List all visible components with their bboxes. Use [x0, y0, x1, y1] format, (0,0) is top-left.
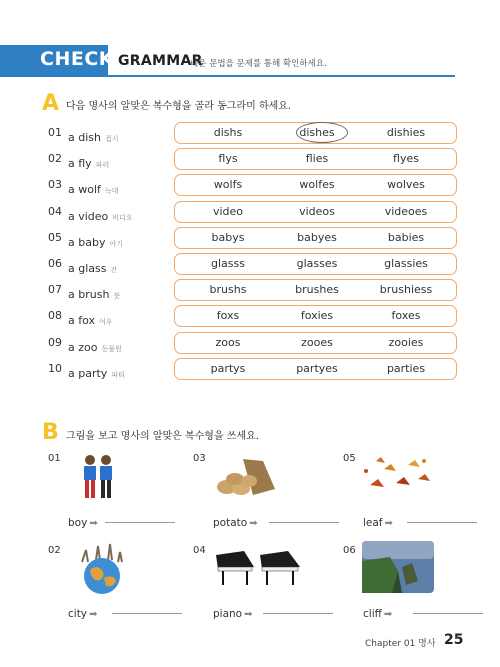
item-korean-gloss: 늑대 — [104, 187, 119, 195]
answer-blank[interactable] — [413, 613, 483, 614]
item-prompt — [68, 126, 119, 145]
section-a-instruction: 다음 명사의 알맞은 복수형을 골라 동그라미 하세요. — [66, 101, 292, 112]
choice-box — [174, 279, 457, 301]
answer-circle — [296, 122, 348, 143]
arrow-icon: ➡ — [244, 609, 253, 620]
item-word: a fly — [68, 157, 92, 170]
choice-box — [174, 253, 457, 275]
choice-option[interactable]: foxes — [391, 309, 421, 322]
globe-landmarks-picture — [72, 540, 132, 596]
choice-option[interactable]: wolves — [387, 178, 425, 191]
picture-item-number: 05 — [343, 453, 356, 464]
choice-option[interactable]: wolfs — [213, 178, 243, 191]
section-subtitle: 배운 문법을 문제를 통해 확인하세요. — [190, 59, 327, 69]
picture-item-word: leaf — [363, 517, 383, 529]
item-prompt — [68, 362, 125, 381]
choice-option[interactable]: foxies — [300, 309, 334, 322]
choice-option[interactable]: partyes — [296, 362, 338, 375]
section-a-letter: A — [42, 91, 60, 116]
arrow-icon: ➡ — [89, 609, 98, 620]
item-word: a brush — [68, 288, 110, 301]
item-number: 05 — [48, 231, 62, 244]
choice-box — [174, 148, 457, 170]
item-word: a party — [68, 367, 108, 380]
arrow-icon: ➡ — [383, 609, 393, 620]
autumn-leaves-picture — [362, 455, 434, 497]
item-prompt — [68, 231, 123, 250]
item-number: 04 — [48, 205, 62, 218]
picture-item-number: 04 — [193, 545, 206, 556]
choice-option[interactable]: parties — [386, 362, 426, 375]
chapter-label: Chapter 01 명사 — [365, 639, 436, 649]
picture-item-number: 01 — [48, 453, 61, 464]
item-prompt — [68, 257, 117, 276]
picture-item-number: 06 — [343, 545, 356, 556]
page-number: 25 — [444, 632, 464, 648]
choice-option[interactable]: foxs — [216, 309, 240, 322]
item-number: 02 — [48, 152, 62, 165]
item-prompt — [68, 205, 133, 224]
picture-item-word: cliff — [363, 608, 382, 620]
answer-blank[interactable] — [263, 613, 333, 614]
item-korean-gloss: 잔 — [110, 266, 118, 274]
choice-option[interactable]: glasses — [296, 257, 338, 270]
choice-option[interactable]: babyes — [297, 231, 337, 244]
choice-option[interactable]: brushiess — [379, 283, 433, 296]
item-number: 01 — [48, 126, 62, 139]
item-word: a baby — [68, 236, 106, 249]
choice-option[interactable]: videoes — [384, 205, 428, 218]
item-prompt — [68, 178, 118, 197]
choice-option[interactable]: flyes — [393, 152, 419, 165]
item-korean-gloss: 파리 — [95, 161, 110, 169]
choice-option[interactable]: partys — [210, 362, 246, 375]
item-word: a glass — [68, 262, 107, 275]
choice-box — [174, 305, 457, 327]
choice-option[interactable]: dishs — [213, 126, 243, 139]
picture-item-prompt — [213, 602, 253, 621]
item-prompt — [68, 152, 109, 171]
item-number: 09 — [48, 336, 62, 349]
item-prompt — [68, 283, 120, 302]
picture-item-prompt — [363, 602, 392, 621]
picture-item-word: boy — [68, 517, 88, 529]
choice-option[interactable]: flies — [305, 152, 329, 165]
picture-item-prompt — [68, 602, 97, 621]
choice-option[interactable]: babies — [387, 231, 425, 244]
choice-option[interactable]: video — [212, 205, 244, 218]
item-number: 07 — [48, 283, 62, 296]
header-divider — [0, 75, 455, 77]
picture-item-number: 03 — [193, 453, 206, 464]
choice-option[interactable]: zooes — [301, 336, 333, 349]
choice-box — [174, 227, 457, 249]
picture-item-word: piano — [213, 608, 243, 620]
picture-item-word: city — [68, 608, 88, 620]
item-korean-gloss: 접시 — [104, 135, 119, 143]
item-number: 10 — [48, 362, 62, 375]
item-word: a zoo — [68, 341, 98, 354]
arrow-icon: ➡ — [249, 518, 258, 529]
section-title: GRAMMAR — [118, 53, 203, 69]
picture-item-number: 02 — [48, 545, 61, 556]
answer-blank[interactable] — [112, 613, 182, 614]
arrow-icon: ➡ — [89, 518, 98, 529]
grand-pianos-picture — [214, 545, 302, 589]
choice-box — [174, 201, 457, 223]
item-korean-gloss: 여우 — [99, 318, 113, 326]
answer-blank[interactable] — [269, 522, 339, 523]
item-word: a wolf — [68, 183, 101, 196]
picture-item-prompt — [213, 511, 258, 530]
item-prompt — [68, 336, 122, 355]
choice-option[interactable]: videos — [299, 205, 335, 218]
choice-option[interactable]: zoos — [215, 336, 241, 349]
item-number: 03 — [48, 178, 62, 191]
choice-option[interactable]: flys — [218, 152, 238, 165]
potato-sack-picture — [213, 455, 279, 497]
item-number: 08 — [48, 309, 62, 322]
picture-item-word: potato — [213, 517, 248, 529]
item-korean-gloss: 파티 — [111, 371, 125, 379]
picture-item-prompt — [68, 511, 98, 530]
choice-option[interactable]: brushes — [295, 283, 339, 296]
sea-cliff-picture — [362, 541, 434, 593]
choice-option[interactable]: dishes — [299, 126, 335, 139]
choice-option[interactable]: glasss — [211, 257, 245, 270]
choice-option[interactable]: wolfes — [299, 178, 335, 191]
section-b-instruction: 그림을 보고 명사의 알맞은 복수형을 쓰세요. — [66, 431, 259, 442]
item-korean-gloss: 동물원 — [101, 345, 122, 353]
item-word: a fox — [68, 314, 96, 327]
item-word: a video — [68, 210, 109, 223]
choice-option[interactable]: babys — [211, 231, 245, 244]
item-prompt — [68, 309, 113, 328]
choice-box — [174, 332, 457, 354]
item-number: 06 — [48, 257, 62, 270]
choice-option[interactable]: brushs — [209, 283, 247, 296]
answer-blank[interactable] — [407, 522, 477, 523]
choice-option[interactable]: glassies — [384, 257, 428, 270]
choice-box — [174, 174, 457, 196]
item-korean-gloss: 아기 — [109, 240, 123, 248]
item-korean-gloss: 붓 — [113, 292, 121, 300]
choice-option[interactable]: dishies — [386, 126, 426, 139]
answer-blank[interactable] — [105, 522, 175, 523]
two-boys-picture — [78, 452, 118, 502]
item-word: a dish — [68, 131, 101, 144]
item-korean-gloss: 비디오 — [112, 214, 133, 222]
choice-box — [174, 358, 457, 380]
check-badge-label: CHECK — [40, 48, 114, 70]
arrow-icon: ➡ — [384, 518, 393, 529]
picture-item-prompt — [363, 511, 393, 530]
section-b-letter: B — [42, 420, 59, 445]
choice-option[interactable]: zooies — [388, 336, 424, 349]
